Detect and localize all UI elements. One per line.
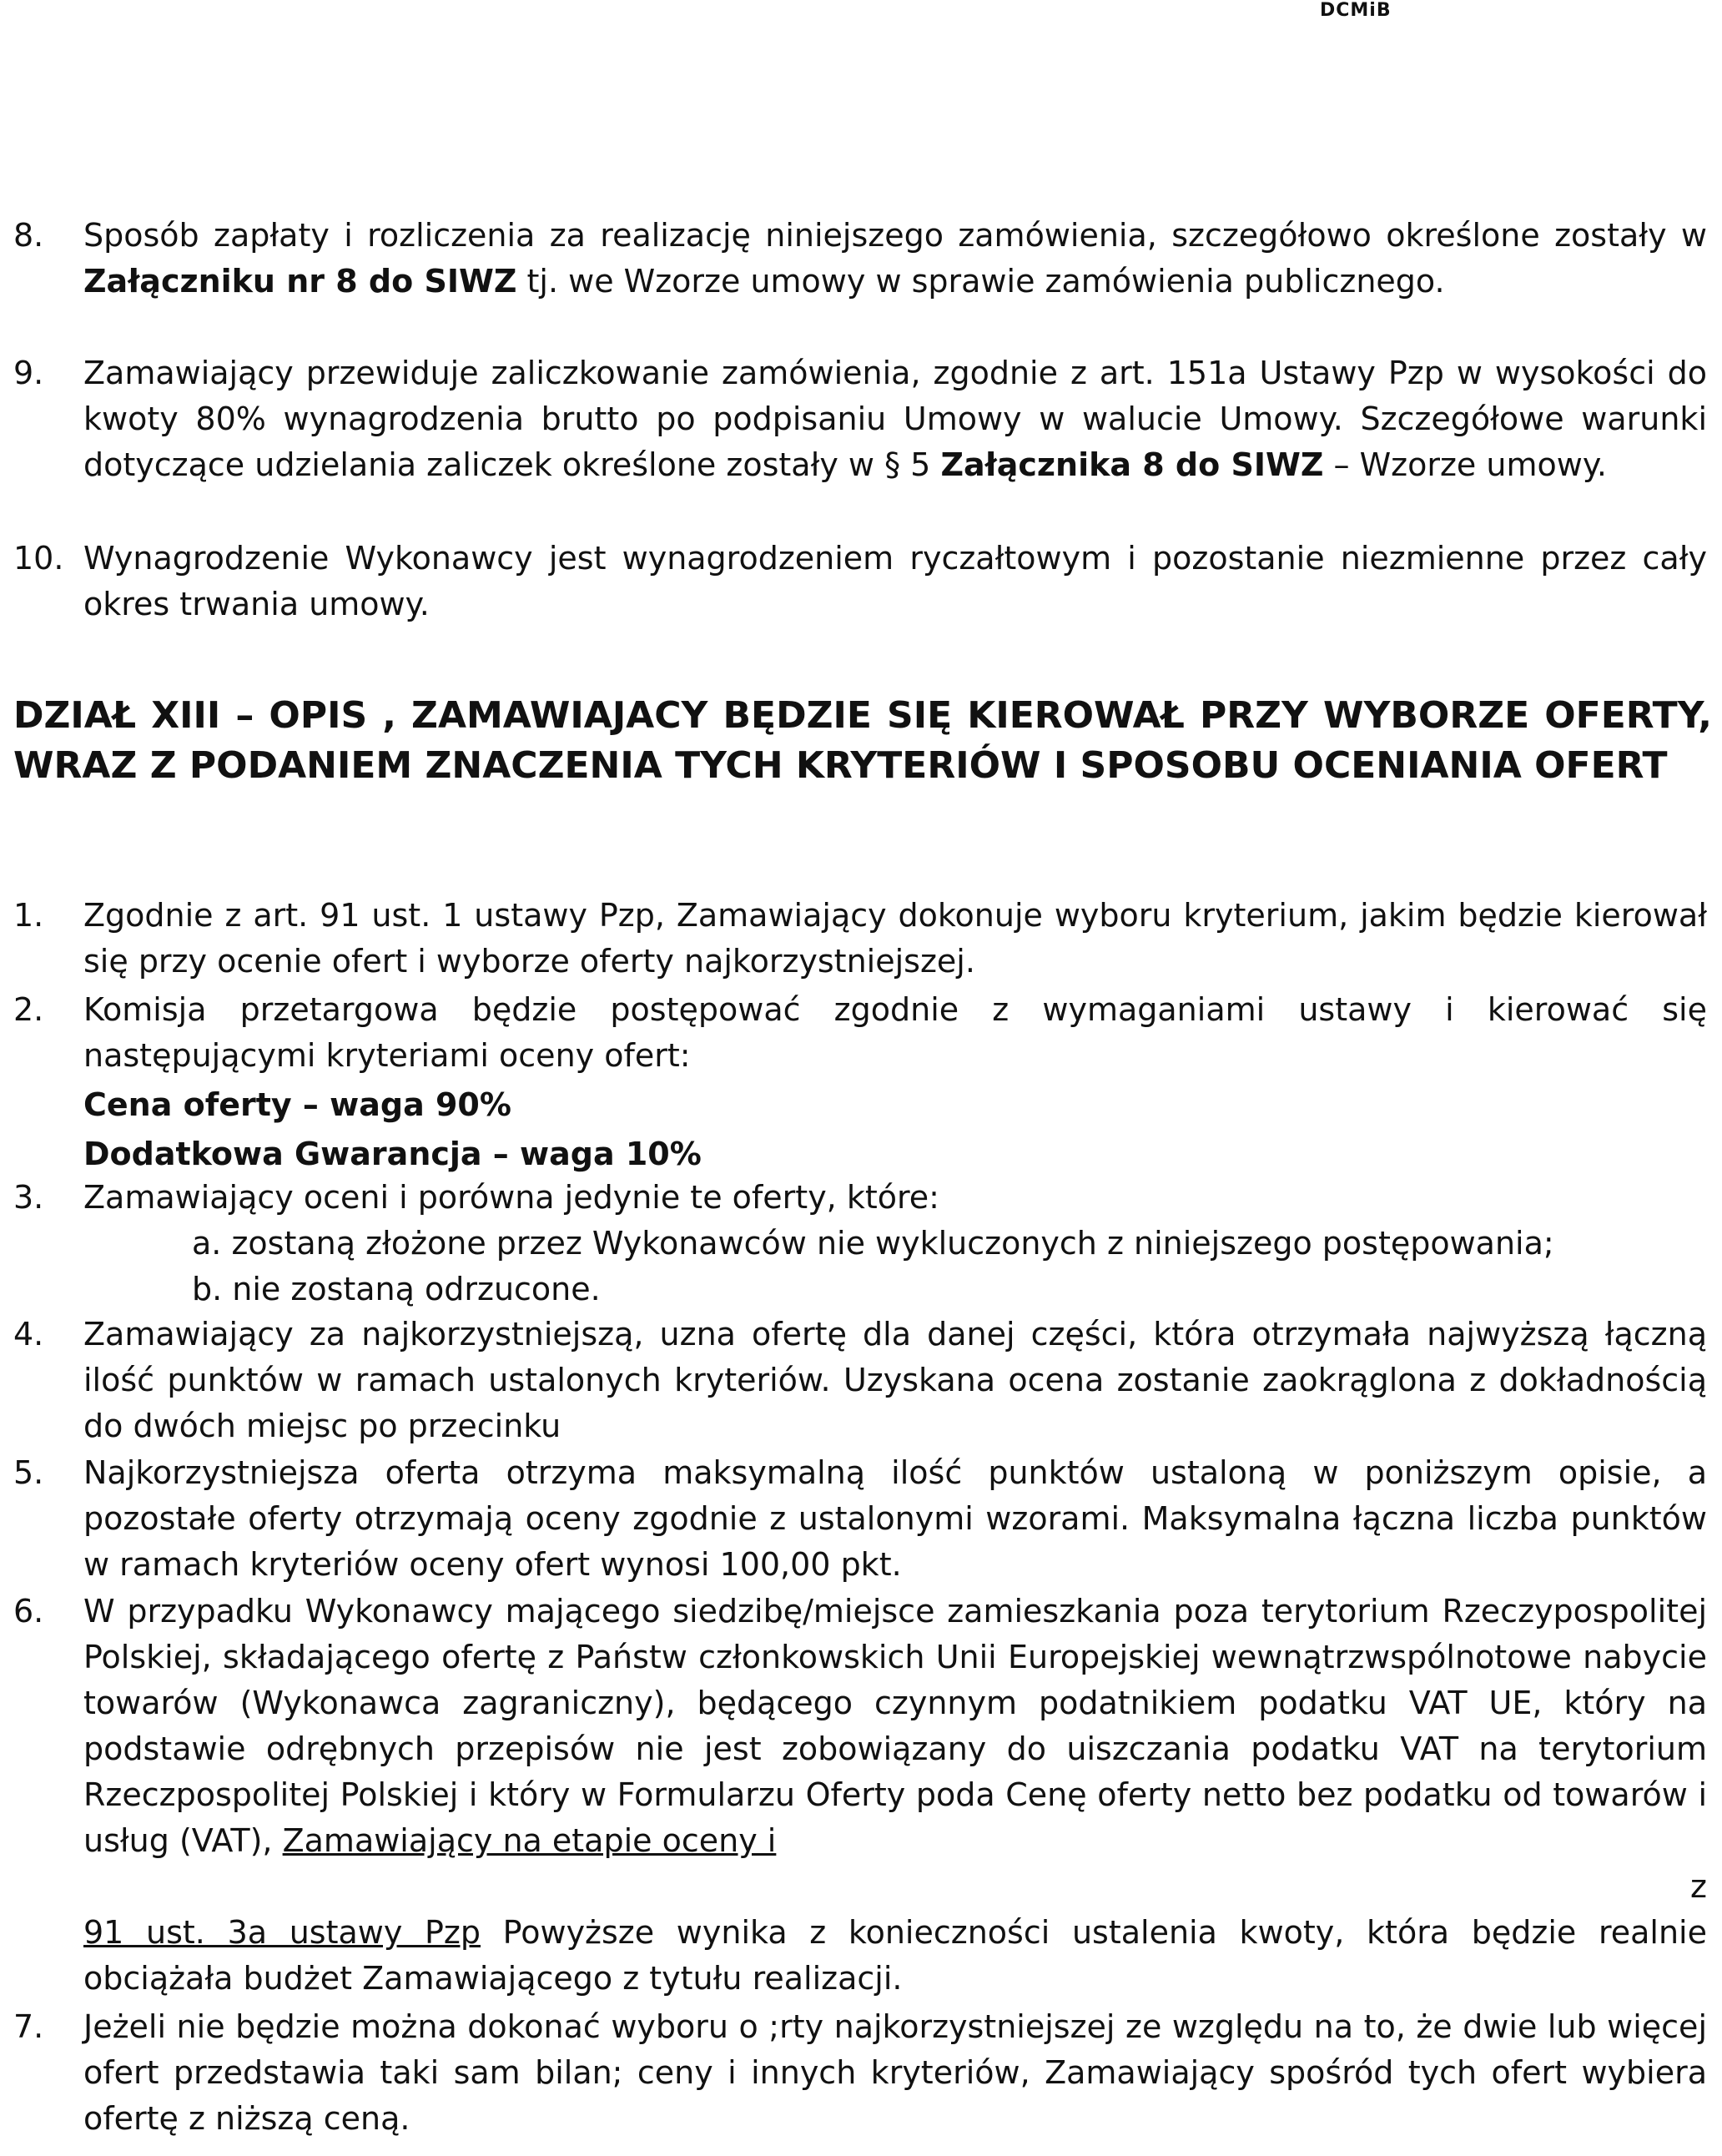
list-number: 9. (13, 355, 44, 391)
list-item-2 (13, 987, 1712, 1177)
header-stamp: DCMiB (1320, 0, 1392, 21)
sub-item-b: b. nie zostaną odrzucone. (192, 1271, 601, 1307)
list-item-8 (13, 213, 1712, 305)
list-number: 7. (13, 2008, 44, 2045)
criterion-warranty: Dodatkowa Gwarancja – waga 10% (83, 1136, 702, 1172)
list-item-3 (13, 1175, 1712, 1312)
list-text: Zamawiający za najkorzystniejszą, uzna ofertę dla danej części, która otrzymała najwyższą łączną ilość punktów w ramach ustalonych kryteriów. Uzyskana ocena zostanie zaokrąglona z dokładnością do dwóch miejsc po przecinku (83, 1316, 1707, 1444)
list-number: 5. (13, 1454, 44, 1491)
list-text: Komisja przetargowa będzie postępować zgodnie z wymaganiami ustawy i kierować się następującymi kryteriami oceny ofert: (83, 991, 1707, 1074)
underlined-text: Zamawiający na etapie oceny i (282, 1822, 777, 1859)
list-item-4 (13, 1312, 1712, 1449)
list-text: Najkorzystniejsza oferta otrzyma maksymalną ilość punktów ustaloną w poniższym opisie, a pozostałe oferty otrzymają oceny zgodnie z ustalonymi wzorami. Maksymalna łączna liczba punktów w ramach kryteriów oceny ofert wynosi 100,00 pkt. (83, 1454, 1707, 1583)
list-number: 10. (13, 540, 64, 577)
list-item-1 (13, 893, 1712, 985)
sub-item-a: a. zostaną złożone przez Wykonawców nie wykluczonych z niniejszego postępowania; (192, 1225, 1554, 1262)
list-item-5 (13, 1450, 1712, 1588)
list-item-6 (13, 1589, 1712, 2002)
list-item-10 (13, 536, 1712, 627)
list-number: 4. (13, 1316, 44, 1353)
list-number: 8. (13, 217, 44, 254)
list-number: 6. (13, 1593, 44, 1630)
fragment-z: z (1690, 1868, 1707, 1905)
list-text: Jeżeli nie będzie można dokonać wyboru o ;rty najkorzystniejszej ze względu na to, że dwie lub więcej ofert przedstawia taki sam bilan; ceny i innych kryteriów, Zamawiający spośród tych ofert wybiera ofertę z niższą ceną. (83, 2008, 1707, 2137)
list-number: 2. (13, 991, 44, 1028)
list-text: Zamawiający przewiduje zaliczkowanie zamówienia, zgodnie z art. 151a Ustawy Pzp w wysokości do kwoty 80% wynagrodzenia brutto po podpisaniu Umowy w walucie Umowy. Szczegółowe warunki dotyczące udzielania zaliczek określone zostały w § 5 Załącznika 8 do SIWZ – Wzorze umowy. (83, 355, 1707, 483)
list-text: Sposób zapłaty i rozliczenia za realizację niniejszego zamówienia, szczegółowo określone zostały w Załączniku nr 8 do SIWZ tj. we Wzorze umowy w sprawie zamówienia publicznego. (83, 217, 1707, 300)
list-text: W przypadku Wykonawcy mającego siedzibę/miejsce zamieszkania poza terytorium Rzeczypospolitej Polskiej, składającego ofertę z Państw członkowskich Unii Europejskiej wewnątrzwspólnotowe nabycie towarów (Wykonawca zagraniczny), będącego czynnym podatnikiem podatku VAT UE, który na podstawie odrębnych przepisów nie jest zobowiązany do uiszczania podatku VAT na terytorium Rzeczpospolitej Polskiej i który w Formularzu Oferty poda Cenę oferty netto bez podatku od towarów i usług (VAT), (83, 1593, 1707, 1859)
section-heading: DZIAŁ XIII – OPIS , ZAMAWIAJACY BĘDZIE SIĘ KIEROWAŁ PRZY WYBORZE OFERTY, WRAZ Z PODANIEM ZNACZENIA TYCH KRYTERIÓW I SPOSOBU OCENIANIA OFERT (13, 694, 1712, 787)
underlined-reference: 91 ust. 3a ustawy Pzp (83, 1914, 481, 1951)
list-text-continued: Powyższe wynika z konieczności ustalenia kwoty, która będzie realnie obciążała budżet Zamawiającego z tytułu realizacji. (83, 1914, 1707, 1997)
list-text: Wynagrodzenie Wykonawcy jest wynagrodzeniem ryczałtowym i pozostanie niezmienne przez cały okres trwania umowy. (83, 540, 1707, 622)
list-item-9 (13, 350, 1712, 488)
list-number: 1. (13, 897, 44, 934)
list-number: 3. (13, 1179, 44, 1216)
list-text: Zamawiający oceni i porówna jedynie te oferty, które: (83, 1179, 939, 1216)
list-item-7 (13, 2004, 1712, 2142)
list-text: Zgodnie z art. 91 ust. 1 ustawy Pzp, Zamawiający dokonuje wyboru kryterium, jakim będzie kierował się przy ocenie ofert i wyborze oferty najkorzystniejszej. (83, 897, 1707, 980)
criterion-price: Cena oferty – waga 90% (83, 1086, 511, 1123)
